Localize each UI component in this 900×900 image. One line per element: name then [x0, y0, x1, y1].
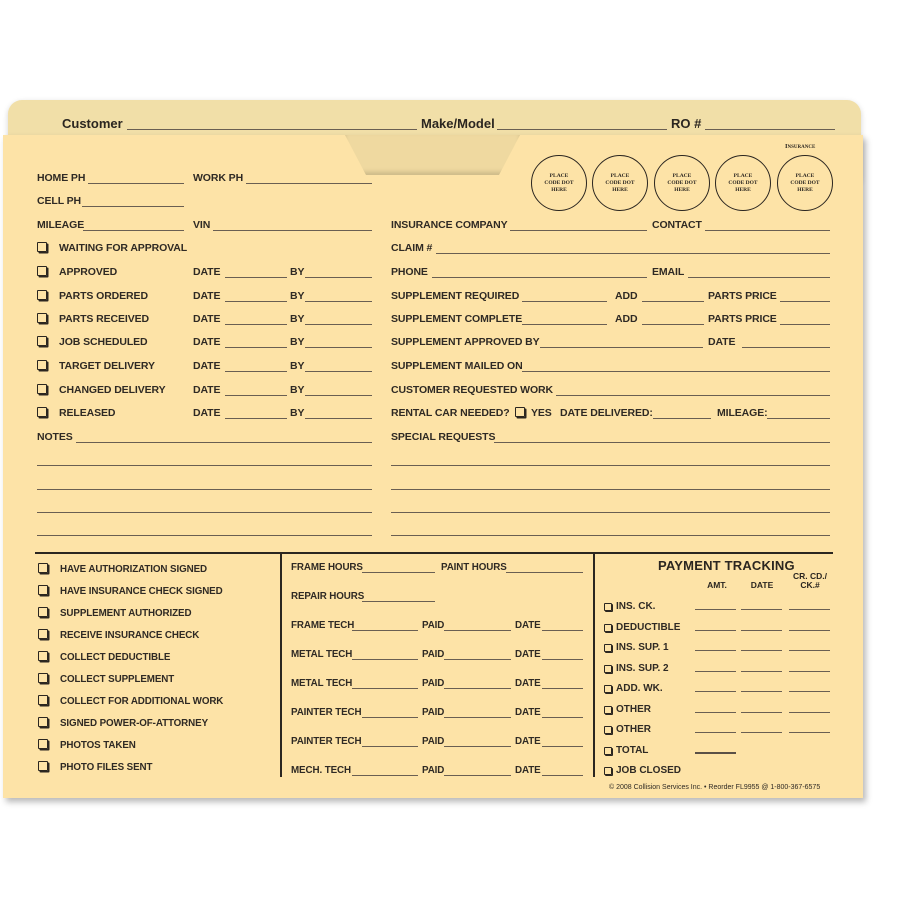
job-closed-checkbox[interactable] [604, 767, 612, 775]
notes-line[interactable] [37, 535, 372, 536]
payment-checkbox[interactable] [604, 665, 612, 673]
amt-field[interactable] [695, 691, 736, 692]
approved-checkbox[interactable] [37, 266, 47, 276]
parts-price-label: PARTS PRICE [708, 313, 777, 325]
status-label: TARGET DELIVERY [59, 360, 155, 372]
mileage-field[interactable] [83, 230, 184, 231]
payment-checkbox[interactable] [604, 624, 612, 632]
amt-field[interactable] [695, 732, 736, 733]
checklist-checkbox[interactable] [38, 695, 48, 705]
status-label: JOB SCHEDULED [59, 336, 148, 348]
column-divider [280, 553, 282, 777]
payment-checkbox[interactable] [604, 644, 612, 652]
code-dot-insurance[interactable] [777, 155, 833, 211]
special-requests-line[interactable] [391, 489, 830, 490]
status-label: RELEASED [59, 407, 116, 419]
payment-row-label: ADD. WK. [616, 683, 663, 694]
claim-field[interactable] [436, 253, 830, 254]
paid-label: PAID [422, 707, 445, 718]
vin-label: VIN [193, 219, 211, 231]
by-label: BY [290, 407, 305, 419]
parts-ordered-checkbox[interactable] [37, 290, 47, 300]
notes-line[interactable] [37, 512, 372, 513]
paid-label: PAID [422, 649, 445, 660]
contact-field[interactable] [705, 230, 830, 231]
paid-field[interactable] [444, 630, 511, 631]
total-label: TOTAL [616, 745, 649, 756]
payment-checkbox[interactable] [604, 603, 612, 611]
cr-ck-field[interactable] [789, 671, 830, 672]
released-checkbox[interactable] [37, 407, 47, 417]
insurance-company-field[interactable] [510, 230, 647, 231]
checklist-label: RECEIVE INSURANCE CHECK [60, 630, 200, 641]
payment-row-label: DEDUCTIBLE [616, 622, 681, 633]
code-dot-2[interactable] [592, 155, 648, 211]
repair-hours-field[interactable] [362, 601, 435, 602]
rental-mileage-field[interactable] [767, 418, 830, 419]
checklist-checkbox[interactable] [38, 629, 48, 639]
notes-line[interactable] [37, 465, 372, 466]
special-requests-line[interactable] [391, 465, 830, 466]
supp-complete-field[interactable] [522, 324, 607, 325]
date-field[interactable] [225, 277, 287, 278]
make-model-field[interactable] [497, 129, 667, 130]
code-dot-text: PLACE CODE DOT HERE [728, 172, 758, 193]
payment-row-label: INS. SUP. 2 [616, 663, 669, 674]
amt-field[interactable] [695, 650, 736, 651]
by-label: BY [290, 336, 305, 348]
by-field[interactable] [305, 371, 372, 372]
date-label: DATE [515, 707, 541, 718]
date-label: DATE [515, 620, 541, 631]
special-requests-label: SPECIAL REQUESTS [391, 431, 496, 443]
rental-car-label: RENTAL CAR NEEDED? [391, 407, 510, 419]
repair-hours-label: REPAIR HOURS [291, 591, 365, 602]
vin-field[interactable] [213, 230, 372, 231]
checklist-checkbox[interactable] [38, 585, 48, 595]
col-amt: AMT. [707, 580, 727, 590]
status-label: PARTS ORDERED [59, 290, 148, 302]
date-delivered-label: DATE DELIVERED: [560, 407, 653, 419]
date-field[interactable] [542, 746, 583, 747]
cr-ck-field[interactable] [789, 691, 830, 692]
date-field[interactable] [542, 630, 583, 631]
parts-price-field[interactable] [780, 301, 830, 302]
cr-ck-field[interactable] [789, 630, 830, 631]
checklist-label: COLLECT DEDUCTIBLE [60, 652, 171, 663]
tech-field[interactable] [352, 775, 418, 776]
notes-field[interactable] [76, 442, 372, 443]
col-cr-cd-ck: CR. CD./ CK.# [793, 571, 827, 590]
status-label: APPROVED [59, 266, 118, 278]
section-divider [35, 552, 833, 554]
date-label: DATE [193, 360, 221, 372]
checklist-checkbox[interactable] [38, 607, 48, 617]
checklist-checkbox[interactable] [38, 563, 48, 573]
waiting-checkbox[interactable] [37, 242, 47, 252]
notes-line[interactable] [37, 489, 372, 490]
job-scheduled-checkbox[interactable] [37, 336, 47, 346]
date-field[interactable] [542, 717, 583, 718]
paid-field[interactable] [444, 717, 511, 718]
cr-ck-field[interactable] [789, 732, 830, 733]
date-label: DATE [515, 649, 541, 660]
cr-ck-field[interactable] [789, 650, 830, 651]
supp-mailed-on-field[interactable] [522, 371, 830, 372]
checklist-label: PHOTOS TAKEN [60, 740, 136, 751]
claim-label: CLAIM # [391, 242, 433, 254]
paid-field[interactable] [444, 746, 511, 747]
date-field[interactable] [225, 324, 287, 325]
code-dot-text: PLACE CODE DOT HERE [544, 172, 574, 193]
tech-label: PAINTER TECH [291, 736, 362, 747]
ro-field[interactable] [705, 129, 835, 130]
amt-field[interactable] [695, 712, 736, 713]
date-field[interactable] [741, 712, 782, 713]
phone-label: PHONE [391, 266, 428, 278]
phone-field[interactable] [432, 277, 647, 278]
email-field[interactable] [688, 277, 830, 278]
tech-label: PAINTER TECH [291, 707, 362, 718]
checklist-label: HAVE AUTHORIZATION SIGNED [60, 564, 207, 575]
code-dot-4[interactable] [715, 155, 771, 211]
tech-label: METAL TECH [291, 678, 353, 689]
ro-label: RO # [671, 116, 702, 131]
insurance-company-label: INSURANCE COMPANY [391, 219, 508, 231]
date-delivered-field[interactable] [653, 418, 711, 419]
paid-label: PAID [422, 765, 445, 776]
date-field[interactable] [542, 688, 583, 689]
add-label: ADD [615, 313, 638, 325]
by-label: BY [290, 266, 305, 278]
checklist-label: SUPPLEMENT AUTHORIZED [60, 608, 192, 619]
tech-field[interactable] [362, 746, 418, 747]
payment-tracking-title: PAYMENT TRACKING [658, 558, 795, 573]
column-divider [593, 553, 595, 777]
date-label: DATE [193, 336, 221, 348]
payment-row-label: OTHER [616, 704, 651, 715]
checklist-checkbox[interactable] [38, 673, 48, 683]
paint-hours-label: PAINT HOURS [441, 562, 507, 573]
payment-row-label: OTHER [616, 724, 651, 735]
paid-label: PAID [422, 620, 445, 631]
waiting-label: WAITING FOR APPROVAL [59, 242, 188, 254]
tech-label: MECH. TECH [291, 765, 351, 776]
status-label: CHANGED DELIVERY [59, 384, 166, 396]
paid-label: PAID [422, 736, 445, 747]
by-field[interactable] [305, 395, 372, 396]
contact-label: CONTACT [652, 219, 702, 231]
special-requests-line[interactable] [391, 512, 830, 513]
supp-approved-by-field[interactable] [540, 347, 703, 348]
date-field[interactable] [225, 301, 287, 302]
checklist-label: COLLECT SUPPLEMENT [60, 674, 175, 685]
date-field[interactable] [741, 671, 782, 672]
amt-field[interactable] [695, 609, 736, 610]
by-label: BY [290, 290, 305, 302]
insurance-dot-label: Insurance [785, 143, 816, 150]
frame-hours-field[interactable] [362, 572, 435, 573]
rental-mileage-label: MILEAGE: [717, 407, 768, 419]
date-field[interactable] [225, 371, 287, 372]
checklist-checkbox[interactable] [38, 739, 48, 749]
make-model-label: Make/Model [421, 116, 495, 131]
code-dot-1[interactable] [531, 155, 587, 211]
checklist-label: COLLECT FOR ADDITIONAL WORK [60, 696, 224, 707]
tech-field[interactable] [362, 717, 418, 718]
customer-requested-work-label: CUSTOMER REQUESTED WORK [391, 384, 554, 396]
cell-ph-label: CELL PH [37, 195, 82, 207]
date-field[interactable] [542, 659, 583, 660]
work-ph-label: WORK PH [193, 172, 244, 184]
status-label: PARTS RECEIVED [59, 313, 150, 325]
payment-checkbox[interactable] [604, 726, 612, 734]
date-field[interactable] [542, 775, 583, 776]
checklist-checkbox[interactable] [38, 651, 48, 661]
by-label: BY [290, 360, 305, 372]
by-field[interactable] [305, 301, 372, 302]
date-label: DATE [193, 313, 221, 325]
paid-field[interactable] [444, 688, 511, 689]
paid-field[interactable] [444, 775, 511, 776]
date-label: DATE [515, 765, 541, 776]
checklist-checkbox[interactable] [38, 761, 48, 771]
total-field[interactable] [695, 752, 736, 754]
date-label: DATE [193, 266, 221, 278]
payment-checkbox[interactable] [604, 685, 612, 693]
rental-yes-checkbox[interactable] [515, 407, 525, 417]
code-dot-text: PLACE CODE DOT HERE [667, 172, 697, 193]
paid-field[interactable] [444, 659, 511, 660]
date-field[interactable] [225, 395, 287, 396]
rental-yes-label: YES [531, 407, 552, 419]
by-label: BY [290, 384, 305, 396]
date-field[interactable] [225, 418, 287, 419]
date-label: DATE [193, 407, 221, 419]
paid-label: PAID [422, 678, 445, 689]
date-label: DATE [708, 336, 736, 348]
date-field[interactable] [741, 691, 782, 692]
target-delivery-checkbox[interactable] [37, 360, 47, 370]
paint-hours-field[interactable] [506, 572, 583, 573]
by-field[interactable] [305, 418, 372, 419]
date-label: DATE [515, 736, 541, 747]
email-label: EMAIL [652, 266, 685, 278]
date-field[interactable] [741, 732, 782, 733]
home-ph-label: HOME PH [37, 172, 86, 184]
by-field[interactable] [305, 324, 372, 325]
tech-field[interactable] [352, 630, 418, 631]
date-field[interactable] [741, 609, 782, 610]
customer-field[interactable] [127, 129, 417, 130]
checklist-label: PHOTO FILES SENT [60, 762, 153, 773]
date-label: DATE [193, 290, 221, 302]
mileage-label: MILEAGE [37, 219, 85, 231]
parts-received-checkbox[interactable] [37, 313, 47, 323]
job-closed-label: JOB CLOSED [616, 765, 682, 776]
checklist-label: SIGNED POWER-OF-ATTORNEY [60, 718, 209, 729]
supp-mailed-on-label: SUPPLEMENT MAILED ON [391, 360, 523, 372]
cell-ph-field[interactable] [82, 206, 184, 207]
by-label: BY [290, 313, 305, 325]
supp-required-field[interactable] [522, 301, 607, 302]
customer-requested-work-field[interactable] [556, 395, 830, 396]
col-date: DATE [750, 580, 774, 590]
cr-ck-field[interactable] [789, 712, 830, 713]
parts-price-label: PARTS PRICE [708, 290, 777, 302]
payment-checkbox[interactable] [604, 706, 612, 714]
changed-delivery-checkbox[interactable] [37, 384, 47, 394]
date-field[interactable] [741, 650, 782, 651]
special-requests-line[interactable] [391, 535, 830, 536]
payment-row-label: INS. SUP. 1 [616, 642, 669, 653]
code-dot-3[interactable] [654, 155, 710, 211]
date-field[interactable] [225, 347, 287, 348]
amt-field[interactable] [695, 630, 736, 631]
by-field[interactable] [305, 277, 372, 278]
cr-ck-field[interactable] [789, 609, 830, 610]
add-field[interactable] [642, 301, 704, 302]
supp-approved-by-label: SUPPLEMENT APPROVED BY [391, 336, 540, 348]
checklist-label: HAVE INSURANCE CHECK SIGNED [60, 586, 223, 597]
customer-label: Customer [62, 116, 123, 131]
tech-field[interactable] [352, 688, 418, 689]
code-dot-text: PLACE CODE DOT HERE [605, 172, 635, 193]
copyright-text: © 2008 Collision Services Inc. • Reorder FL9955 @ 1-800-367-6575 [609, 784, 821, 791]
notes-label: NOTES [37, 431, 73, 443]
frame-hours-label: FRAME HOURS [291, 562, 363, 573]
add-field[interactable] [642, 324, 704, 325]
date-field[interactable] [741, 630, 782, 631]
by-field[interactable] [305, 347, 372, 348]
supp-complete-label: SUPPLEMENT COMPLETE [391, 313, 523, 325]
work-ph-field[interactable] [246, 183, 372, 184]
date-label: DATE [193, 384, 221, 396]
tech-label: FRAME TECH [291, 620, 355, 631]
tech-field[interactable] [352, 659, 418, 660]
checklist-checkbox[interactable] [38, 717, 48, 727]
payment-row-label: INS. CK. [616, 601, 656, 612]
amt-field[interactable] [695, 671, 736, 672]
add-label: ADD [615, 290, 638, 302]
tech-label: METAL TECH [291, 649, 353, 660]
supp-required-label: SUPPLEMENT REQUIRED [391, 290, 520, 302]
parts-price-field[interactable] [780, 324, 830, 325]
total-checkbox[interactable] [604, 747, 612, 755]
special-requests-field[interactable] [494, 442, 830, 443]
code-dot-text: PLACE CODE DOT HERE [790, 172, 820, 193]
home-ph-field[interactable] [88, 183, 184, 184]
folder-tab-notch [345, 135, 520, 175]
supp-approved-date-field[interactable] [742, 347, 830, 348]
date-label: DATE [515, 678, 541, 689]
